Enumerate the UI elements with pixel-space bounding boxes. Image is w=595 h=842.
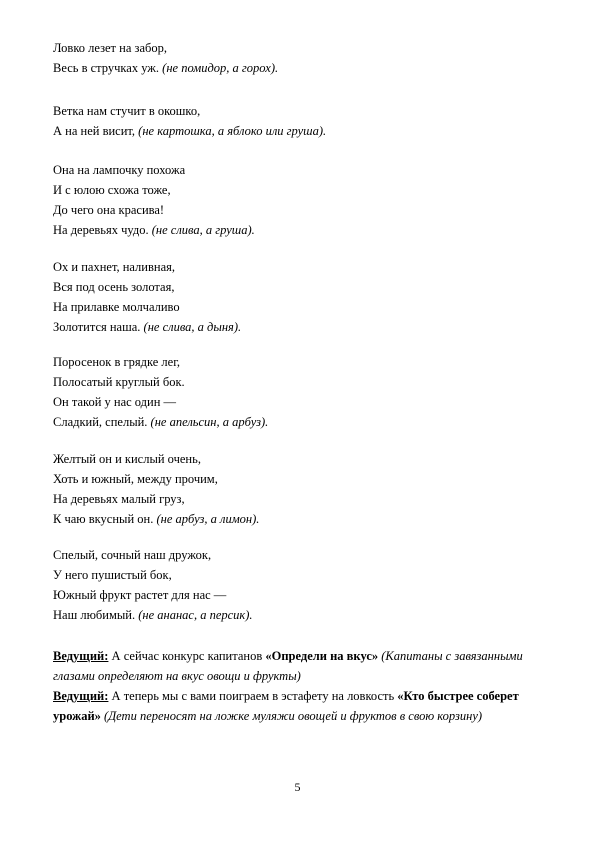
poem-last-line — [53, 317, 241, 337]
poem-last-line — [53, 509, 259, 529]
poem-1 — [53, 38, 278, 78]
answer-hint: (не апельсин, а арбуз). — [150, 415, 269, 429]
poem-7 — [53, 545, 253, 625]
poem-2 — [53, 101, 326, 141]
contest-name: «Кто быстрее соберет урожай» — [53, 689, 519, 723]
poem-line: Полосатый круглый бок. — [53, 375, 185, 389]
poem-last-line — [53, 412, 268, 432]
answer-hint: (не ананас, а персик). — [138, 608, 253, 622]
host-note: (Дети переносят на ложке муляжи овощей и фруктов в свою корзину) — [100, 709, 483, 723]
host-remark-1 — [53, 646, 553, 686]
poem-text: А на ней висит, — [53, 124, 136, 138]
poem-line: Желтый он и кислый очень, — [53, 452, 201, 466]
poem-last-line — [53, 220, 255, 240]
poem-line: И с юлою схожа тоже, — [53, 183, 171, 197]
poem-5 — [53, 352, 268, 432]
poem-text: К чаю вкусный он. — [53, 512, 154, 526]
poem-text: Золотится наша. — [53, 320, 141, 334]
poem-last-line — [53, 605, 253, 625]
host-label: Ведущий: — [53, 689, 109, 703]
poem-text: Сладкий, спелый. — [53, 415, 148, 429]
host-label: Ведущий: — [53, 649, 109, 663]
answer-hint: (не слива, а дыня). — [143, 320, 242, 334]
poem-last-line — [53, 121, 326, 141]
poem-text: На деревьях чудо. — [53, 223, 149, 237]
poem-line: Ох и пахнет, наливная, — [53, 260, 176, 274]
poem-last-line — [53, 58, 278, 78]
host-text: А теперь мы с вами поиграем в эстафету на ловкость — [108, 689, 398, 703]
host-remark-2 — [53, 686, 553, 726]
poem-line: Поросенок в грядке лег, — [53, 355, 181, 369]
poem-line: Ветка нам стучит в окошко, — [53, 104, 201, 118]
poem-line: Спелый, сочный наш дружок, — [53, 548, 212, 562]
poem-line: На прилавке молчаливо — [53, 300, 180, 314]
page-number: 5 — [294, 780, 301, 794]
answer-hint: (не арбуз, а лимон). — [156, 512, 260, 526]
poem-line: Ловко лезет на забор, — [53, 41, 167, 55]
poem-text: Весь в стручках уж. — [53, 61, 160, 75]
poem-line: У него пушистый бок, — [53, 568, 172, 582]
answer-hint: (не слива, а груша). — [151, 223, 255, 237]
poem-6 — [53, 449, 259, 529]
poem-line: До чего она красива! — [53, 203, 165, 217]
host-text: А сейчас конкурс капитанов — [108, 649, 266, 663]
poem-4 — [53, 257, 241, 337]
poem-3 — [53, 160, 255, 240]
answer-hint: (не картошка, а яблоко или груша). — [138, 124, 327, 138]
answer-hint: (не помидор, а горох). — [162, 61, 279, 75]
poem-line: Она на лампочку похожа — [53, 163, 186, 177]
poem-line: Хоть и южный, между прочим, — [53, 472, 218, 486]
contest-name: «Определи на вкус» — [265, 649, 379, 663]
host-note: (Капитаны с завязанными глазами определяют на вкус овощи и фрукты) — [53, 649, 523, 683]
poem-line: Южный фрукт растет для нас — — [53, 588, 227, 602]
poem-line: Он такой у нас один — — [53, 395, 177, 409]
poem-line: На деревьях малый груз, — [53, 492, 185, 506]
poem-line: Вся под осень золотая, — [53, 280, 175, 294]
poem-text: Наш любимый. — [53, 608, 136, 622]
